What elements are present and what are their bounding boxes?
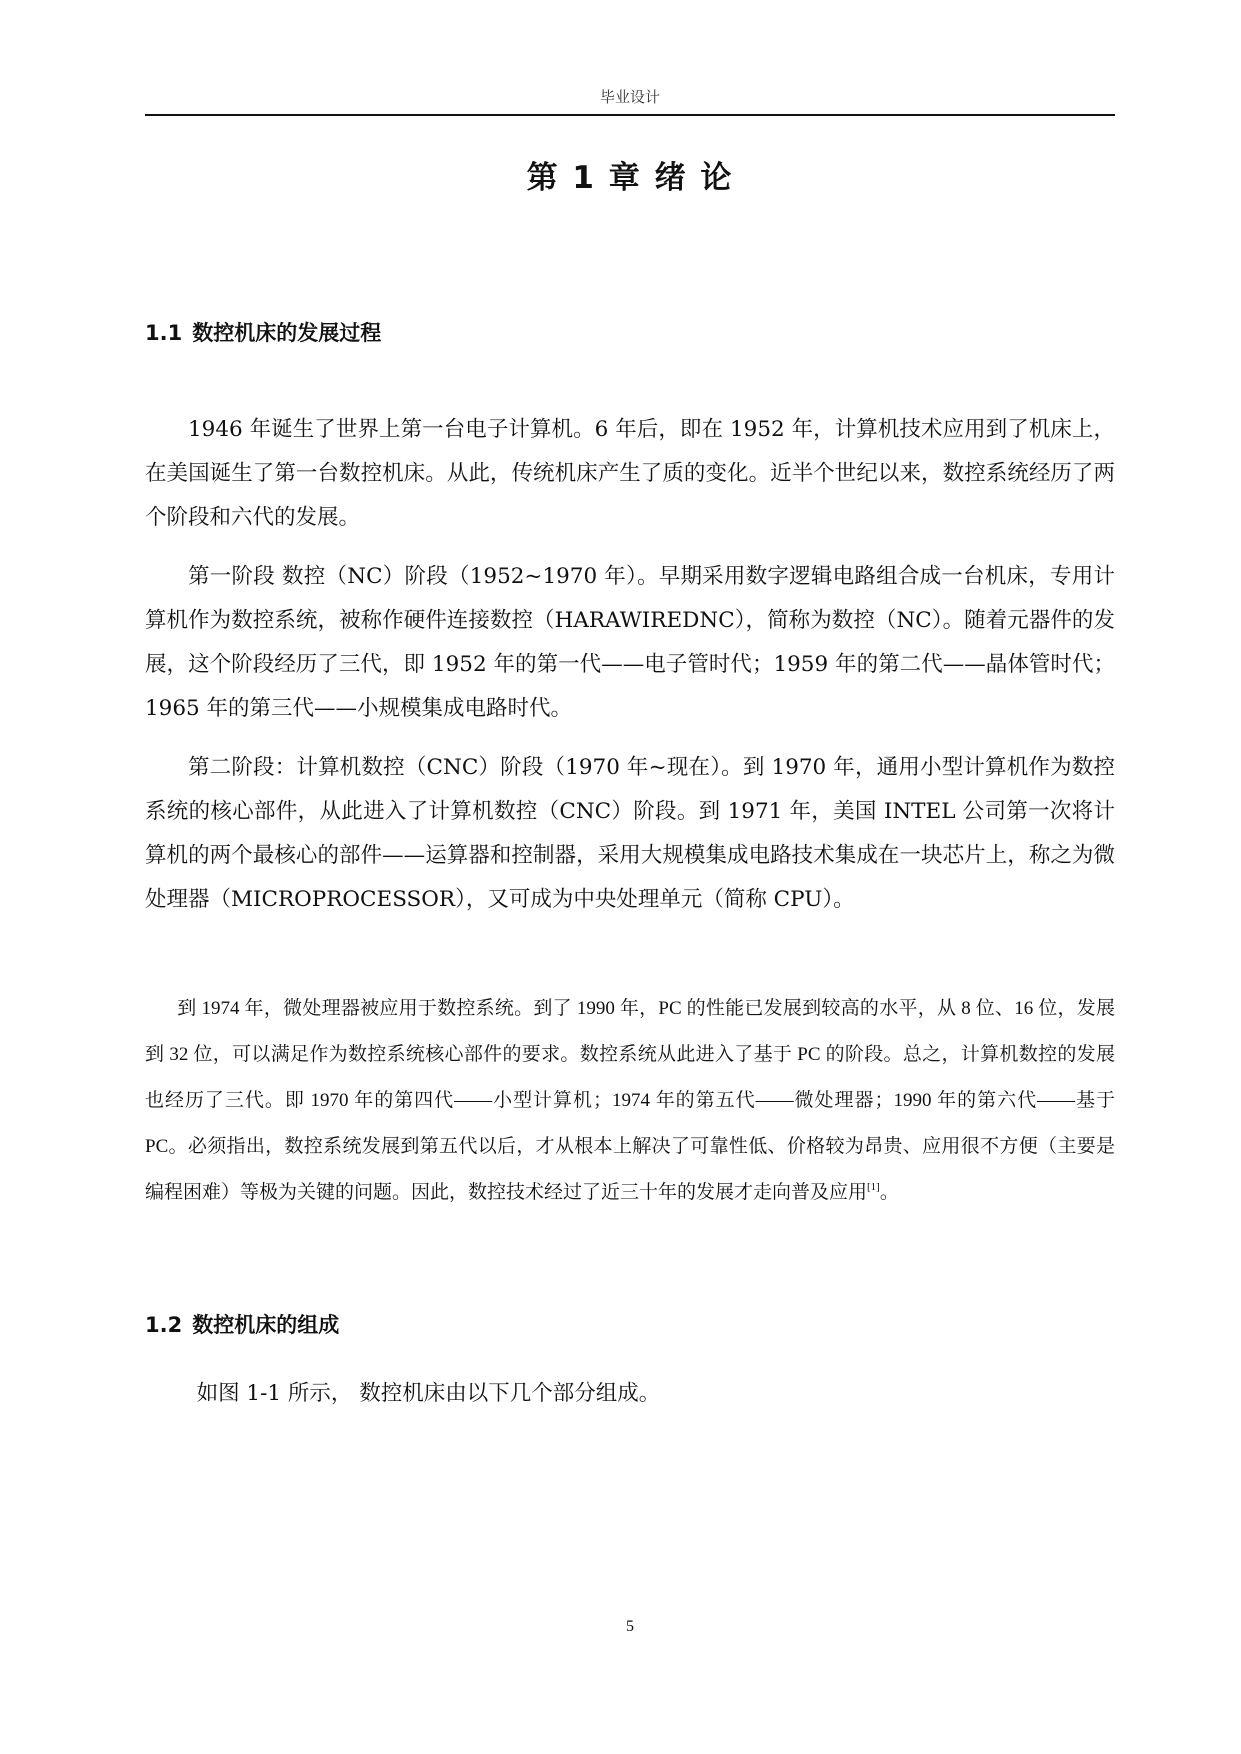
section-heading-1-1 xyxy=(145,318,381,348)
page-number: 5 xyxy=(626,1618,634,1635)
paragraph-end-mark: 。 xyxy=(879,1182,899,1203)
page-header xyxy=(145,86,1115,116)
section-number: 1.2 xyxy=(145,1313,183,1337)
paragraph-cnc-stage: 第二阶段：计算机数控（CNC）阶段（1970 年~现在）。到 1970 年，通用小型计算机作为数控系统的核心部件，从此进入了计算机数控（CNC）阶段。到 1971 年，美国 INTEL 公司第一次将计算机的两个最核心的部件——运算器和控制器，采用大规模集成电路技术集成在一块芯片上，称之为微处理器（MICROPROCESSOR），又可成为中央处理单元（简称 CPU）。 xyxy=(145,755,1115,912)
section-title: 数控机床的组成 xyxy=(192,1313,340,1337)
paragraph-history-intro: 1946 年诞生了世界上第一台电子计算机。6 年后，即在 1952 年，计算机技术应用到了机床上，在美国诞生了第一台数控机床。从此，传统机床产生了质的变化。近半个世纪以来，数控系统经历了两个阶段和六代的发展。 xyxy=(145,417,1115,530)
section-heading-1-2 xyxy=(145,1310,339,1340)
paragraph-pc-stage xyxy=(145,986,1115,1216)
citation-reference: [1] xyxy=(867,1181,880,1193)
chapter-title: 第 1 章 绪 论 xyxy=(526,160,734,196)
paragraph-composition-intro: 如图 1-1 所示， 数控机床由以下几个部分组成。 xyxy=(196,1381,661,1406)
paragraph-nc-stage: 第一阶段 数控（NC）阶段（1952~1970 年）。早期采用数字逻辑电路组合成一台机床，专用计算机作为数控系统，被称作硬件连接数控（HARAWIREDNC），简称为数控（NC）。随着元器件的发展，这个阶段经历了三代，即 1952 年的第一代——电子管时代；1959 年的第二代——晶体管时代；1965 年的第三代——小规模集成电路时代。 xyxy=(145,564,1115,721)
section-number: 1.1 xyxy=(145,321,183,345)
paragraph-pc-stage-text: 到 1974 年，微处理器被应用于数控系统。到了 1990 年，PC 的性能已发展到较高的水平，从 8 位、16 位，发展到 32 位，可以满足作为数控系统核心部件的要求。数控系统从此进入了基于 PC 的阶段。总之，计算机数控的发展也经历了三代。即 1970 年的第四代——小型计算机；1974 年的第五代——微处理器；1990 年的第六代——基于 PC。必须指出，数控系统发展到第五代以后，才从根本上解决了可靠性低、价格较为昂贵、应用很不方便（主要是编程困难）等极为关键的问题。因此，数控技术经过了近三十年的发展才走向普及应用 xyxy=(145,998,1115,1203)
header-text: 毕业设计 xyxy=(599,88,660,106)
section-title: 数控机床的发展过程 xyxy=(192,321,382,345)
